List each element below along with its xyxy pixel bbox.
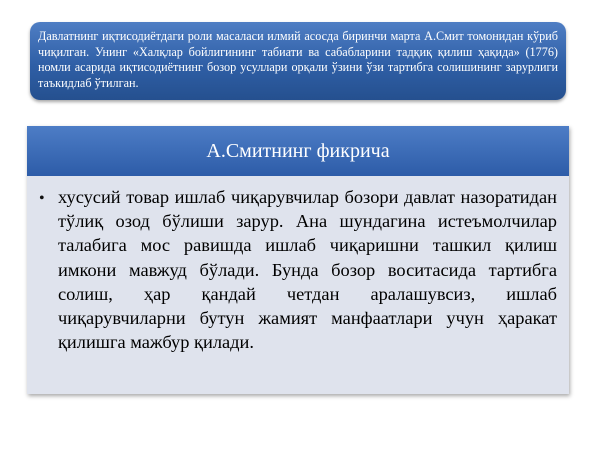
card-title: А.Смитнинг фикрича — [27, 126, 569, 176]
bullet-marker: • — [39, 190, 45, 207]
intro-banner-text: Давлатнинг иқтисодиётдаги роли масаласи илмий асосда биринчи марта А.Смит томонидан кўриб чиқилган. Унинг «Халқлар бойлигининг табиати ва сабабларини тадқиқ қилиш ҳақида» (1776) номли асарида иқтисодиётнинг бозор усуллари орқали ўзини ўзи тартибга солишининг зарурлиги таъкидлаб ўтилган. — [38, 29, 558, 90]
smith-opinion-card — [27, 126, 569, 394]
card-body — [27, 176, 569, 394]
bullet-text: хусусий товар ишлаб чиқарувчилар бозори давлат назоратидан тўлиқ озод бўлиши зарур. Ана шундагина истеъмолчилар талабига мос равишда ишлаб чиқаришни ташкил қилиш имкони мавжуд бўлади. Бунда бозор воситасида тартибга солиш, ҳар қандай четдан аралашувсиз, ишлаб чиқарувчиларни бутун жамият манфаатлари учун ҳаракат қилишга мажбур қилади. — [58, 187, 557, 353]
intro-banner — [30, 22, 566, 100]
